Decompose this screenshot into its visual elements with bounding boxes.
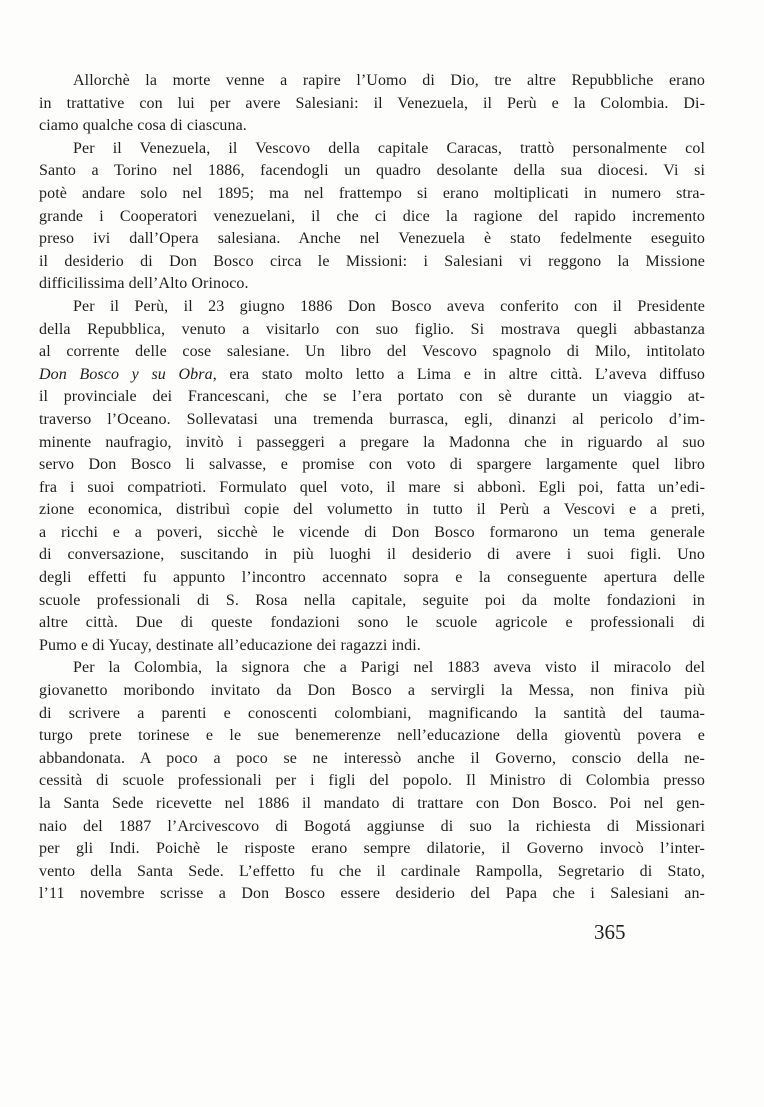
text-line	[39, 477, 705, 500]
text-run: grande i Cooperatori venezuelani, il che ci dice la ragione del rapido incremento	[39, 207, 705, 225]
text-run: potè andare solo nel 1895; ma nel frattempo si erano moltiplicati in numero stra-	[39, 184, 705, 202]
text-line	[39, 273, 705, 296]
text-line	[39, 567, 705, 590]
text-run: fra i suoi compatrioti. Formulato quel voto, il mare si abbonì. Egli poi, fatta un’edi-	[39, 478, 705, 496]
text-run: l’11 novembre scrisse a Don Bosco essere desiderio del Papa che i Salesiani an-	[39, 885, 705, 903]
text-run: il desiderio di Don Bosco circa le Missioni: i Salesiani vi reggono la Missione	[39, 252, 705, 270]
text-run: in trattative con lui per avere Salesiani: il Venezuela, il Perù e la Colombia. Di-	[39, 94, 705, 112]
text-run: zione economica, distribuì copie del volumetto in tutto il Perù a Vescovi e a preti,	[39, 501, 705, 519]
text-run: servo Don Bosco li salvasse, e promise con voto di spargere largamente quel libro	[39, 456, 705, 474]
text-line	[39, 183, 705, 206]
text-run: Per il Perù, il 23 giugno 1886 Don Bosco aveva conferito con il Presidente	[73, 297, 705, 315]
text-run: Allorchè la morte venne a rapire l’Uomo di Dio, tre altre Repubbliche erano	[73, 72, 705, 89]
text-line	[39, 228, 705, 251]
text-run: naio del 1887 l’Arcivescovo di Bogotá aggiunse di suo la richiesta di Missionari	[39, 817, 705, 835]
text-line	[39, 612, 705, 635]
text-line	[39, 341, 705, 364]
text-line	[39, 386, 705, 409]
text-run: ciamo qualche cosa di ciascuna.	[39, 117, 247, 135]
text-run: vento della Santa Sede. L’effetto fu che il cardinale Rampolla, Segretario di Stato,	[39, 862, 705, 880]
text-line	[39, 680, 705, 703]
text-line	[39, 409, 705, 432]
text-line	[39, 93, 705, 116]
text-run: scuole professionali di S. Rosa nella capitale, seguite poi da molte fondazioni in	[39, 591, 705, 609]
text-line	[39, 296, 705, 319]
text-line	[39, 522, 705, 545]
text-run: turgo prete torinese e le sue benemerenze nell’educazione della gioventù povera e	[39, 727, 705, 745]
text-line	[39, 657, 705, 680]
text-run: della Repubblica, venuto a visitarlo con suo figlio. Si mostrava quegli abbastanza	[39, 320, 705, 338]
text-line	[39, 544, 705, 567]
text-run: minente naufragio, invitò i passeggeri a pregare la Madonna che in riguardo al suo	[39, 433, 705, 451]
text-line	[39, 138, 705, 161]
text-line	[39, 70, 705, 93]
text-line	[39, 432, 705, 455]
text-run: Santo a Torino nel 1886, facendogli un quadro desolante della sua diocesi. Vi si	[39, 162, 705, 180]
text-run: , era stato molto letto a Lima e in altre città. L’aveva diffuso	[212, 365, 705, 383]
text-line	[39, 770, 705, 793]
text-run: di scrivere a parenti e conoscenti colombiani, magnificando la santità del tauma-	[39, 704, 705, 722]
text-line	[39, 206, 705, 229]
paragraph	[39, 70, 705, 138]
text-line	[39, 861, 705, 884]
paragraph	[39, 138, 705, 296]
text-line	[39, 454, 705, 477]
text-line	[39, 838, 705, 861]
text-line	[39, 883, 705, 906]
text-line	[39, 364, 705, 387]
text-line	[39, 319, 705, 342]
text-line	[39, 635, 705, 658]
text-line	[39, 251, 705, 274]
text-run: per gli Indi. Poichè le risposte erano sempre dilatorie, il Governo invocò l’inter-	[39, 840, 705, 858]
text-run: Pumo e di Yucay, destinate all’educazione dei ragazzi indi.	[39, 636, 421, 654]
text-run: Per la Colombia, la signora che a Parigi nel 1883 aveva visto il miracolo del	[73, 659, 705, 677]
text-line	[39, 703, 705, 726]
text-line	[39, 499, 705, 522]
text-run: giovanetto moribondo invitato da Don Bosco a servirgli la Messa, non finiva più	[39, 682, 705, 700]
text-run: preso ivi dall’Opera salesiana. Anche nel Venezuela è stato fedelmente eseguito	[39, 230, 705, 248]
text-run: traverso l’Oceano. Sollevatasi una tremenda burrasca, egli, dinanzi al pericolo d’im-	[39, 410, 705, 428]
text-line	[39, 115, 705, 138]
text-run: cessità di scuole professionali per i figli del popolo. Il Ministro di Colombia presso	[39, 772, 705, 790]
text-line	[39, 793, 705, 816]
body-text	[39, 70, 705, 906]
text-line	[39, 590, 705, 613]
text-line	[39, 725, 705, 748]
text-run: a ricchi e a poveri, sicchè le vicende di Don Bosco formarono un tema generale	[39, 523, 705, 541]
text-run: al corrente delle cose salesiane. Un libro del Vescovo spagnolo di Milo, intitolato	[39, 343, 705, 361]
text-run: difficilissima dell’Alto Orinoco.	[39, 275, 249, 293]
text-run: di conversazione, suscitando in più luoghi il desiderio di avere i suoi figli. Uno	[39, 546, 705, 564]
text-run: Per il Venezuela, il Vescovo della capitale Caracas, trattò personalmente col	[73, 139, 705, 157]
paragraph	[39, 296, 705, 658]
text-line	[39, 160, 705, 183]
text-run: degli effetti fu appunto l’incontro accennato sopra e la conseguente apertura delle	[39, 569, 705, 587]
italic-text: Don Bosco y su Obra	[39, 365, 213, 383]
text-run: la Santa Sede ricevette nel 1886 il mandato di trattare con Don Bosco. Poi nel gen-	[39, 795, 705, 812]
text-line	[39, 748, 705, 771]
paragraph	[39, 657, 705, 906]
text-run: il provinciale dei Francescani, che se l’era portato con sè durante un viaggio at-	[39, 388, 705, 406]
text-run: abbandonata. A poco a poco se ne interessò anche il Governo, conscio della ne-	[39, 749, 705, 767]
page-number: 365	[594, 920, 626, 944]
text-run: altre città. Due di queste fondazioni sono le scuole agricole e professionali di	[39, 614, 705, 632]
text-line	[39, 816, 705, 839]
